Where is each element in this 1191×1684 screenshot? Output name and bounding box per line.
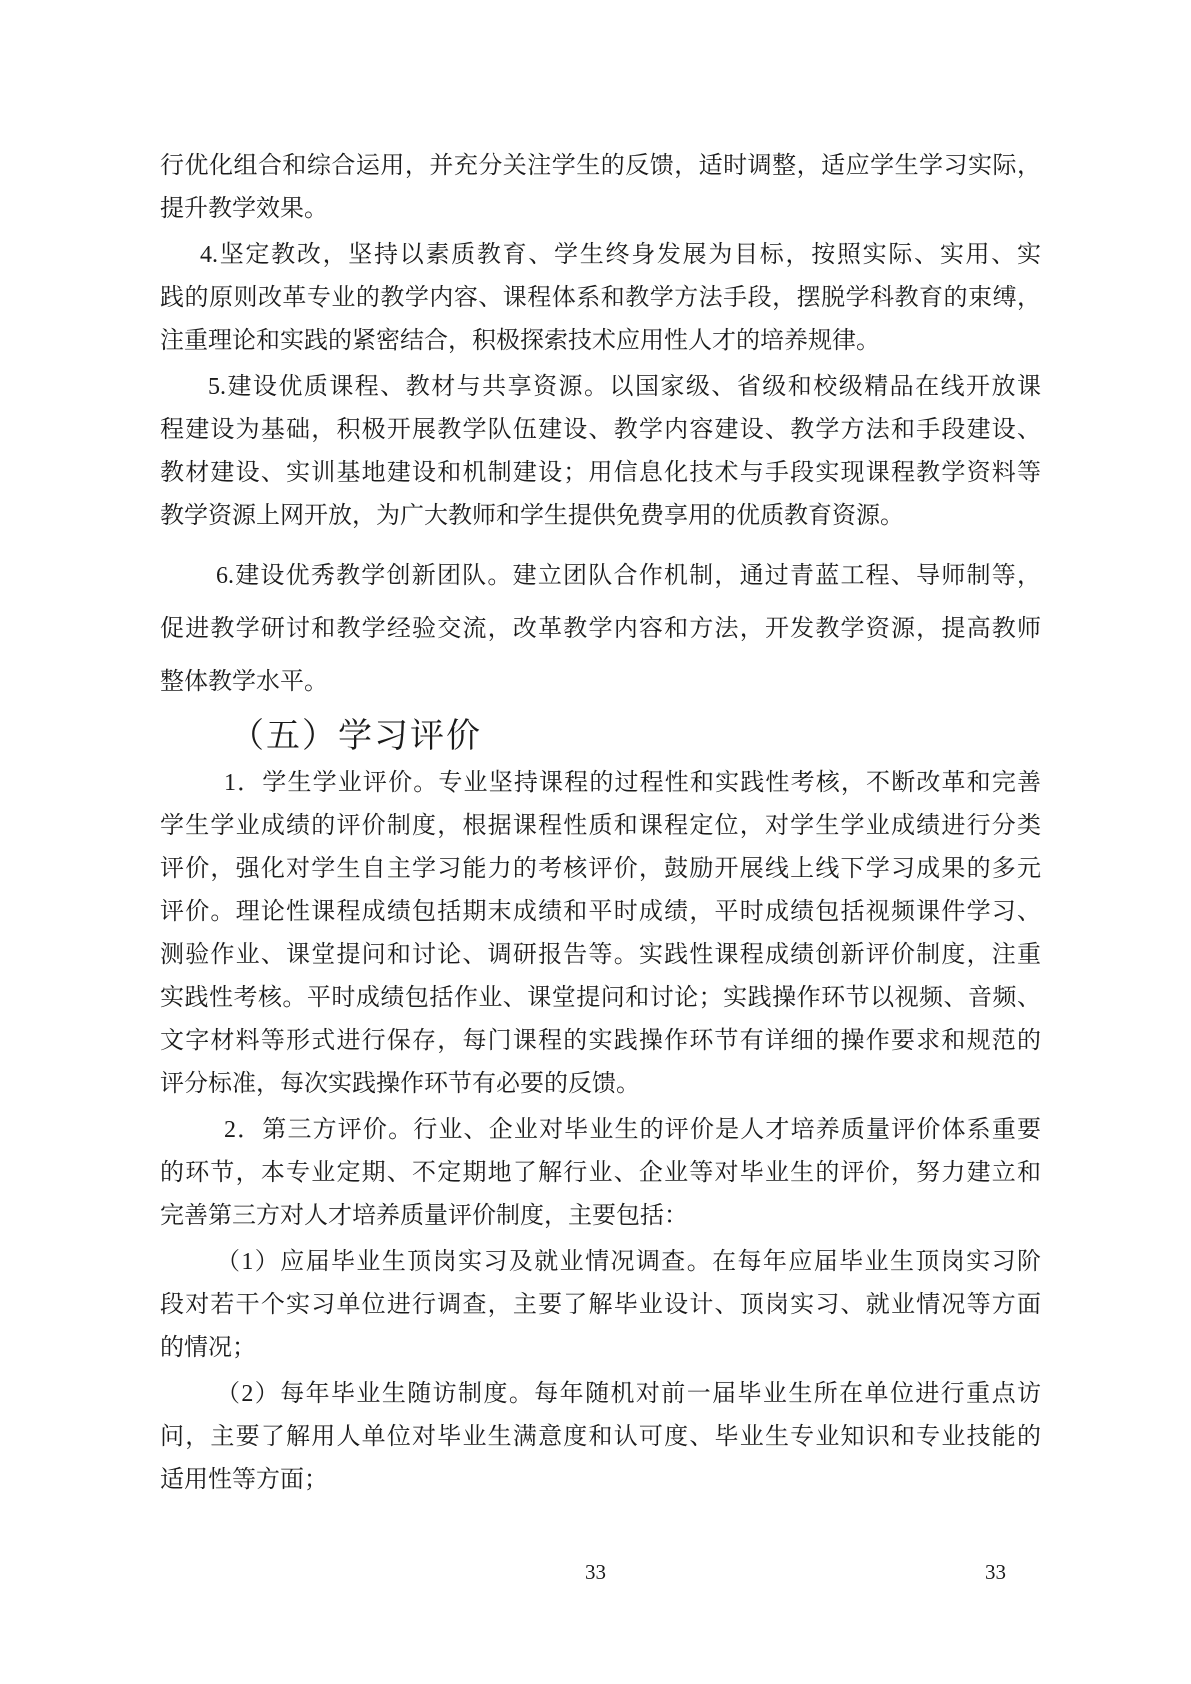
para-continuation: [160, 145, 1041, 231]
text-line: 教材建设、实训基地建设和机制建设；用信息化技术与手段实现课程教学资料等: [160, 460, 1041, 486]
text-line: 2．第三方评价。行业、企业对毕业生的评价是人才培养质量评价体系重要: [224, 1117, 1041, 1143]
text-line: 6.建设优秀教学创新团队。建立团队合作机制，通过青蓝工程、导师制等，: [216, 563, 1041, 589]
page-number-right: 33: [985, 1560, 1006, 1584]
text-line: 行优化组合和综合运用，并充分关注学生的反馈，适时调整，适应学生学习实际，: [160, 153, 1041, 179]
text-line: 教学资源上网开放，为广大教师和学生提供免费享用的优质教育资源。: [160, 503, 904, 529]
para-eval-1: [160, 762, 1041, 1106]
text-line: 适用性等方面；: [160, 1467, 328, 1493]
text-line: 的情况；: [160, 1335, 256, 1361]
document-body: [160, 145, 1041, 1505]
para-item-6: [160, 550, 1041, 709]
para-item-5: [160, 366, 1041, 538]
para-sub-1: [160, 1241, 1041, 1370]
para-sub-2: [160, 1373, 1041, 1502]
para-item-4: [160, 234, 1041, 363]
text-line: 实践性考核。平时成绩包括作业、课堂提问和讨论；实践操作环节以视频、音频、: [160, 985, 1041, 1011]
text-line: 测验作业、课堂提问和讨论、调研报告等。实践性课程成绩创新评价制度，注重: [160, 942, 1041, 968]
para-eval-2: [160, 1109, 1041, 1238]
text-line: 评价。理论性课程成绩包括期末成绩和平时成绩，平时成绩包括视频课件学习、: [160, 899, 1041, 925]
text-line: 完善第三方对人才培养质量评价制度，主要包括：: [160, 1203, 688, 1229]
page-number-center: 33: [585, 1560, 606, 1584]
text-line: 评分标准，每次实践操作环节有必要的反馈。: [160, 1071, 640, 1097]
text-line: 践的原则改革专业的教学内容、课程体系和教学方法手段，摆脱学科教育的束缚，: [160, 285, 1041, 311]
text-line: 评价，强化对学生自主学习能力的考核评价，鼓励开展线上线下学习成果的多元: [160, 856, 1041, 882]
text-line: 文字材料等形式进行保存，每门课程的实践操作环节有详细的操作要求和规范的: [160, 1028, 1041, 1054]
text-line: 程建设为基础，积极开展教学队伍建设、教学内容建设、教学方法和手段建设、: [160, 417, 1041, 443]
text-line: 的环节，本专业定期、不定期地了解行业、企业等对毕业生的评价，努力建立和: [160, 1160, 1041, 1186]
text-line: 注重理论和实践的紧密结合，积极探索技术应用性人才的培养规律。: [160, 328, 880, 354]
text-line: 整体教学水平。: [160, 669, 328, 695]
text-line: 学生学业成绩的评价制度，根据课程性质和课程定位，对学生学业成绩进行分类: [160, 813, 1041, 839]
text-line: 促进教学研讨和教学经验交流，改革教学内容和方法，开发教学资源，提高教师: [160, 616, 1041, 642]
text-line: 段对若干个实习单位进行调查，主要了解毕业设计、顶岗实习、就业情况等方面: [160, 1292, 1041, 1318]
text-line: 5.建设优质课程、教材与共享资源。以国家级、省级和校级精品在线开放课: [208, 374, 1041, 400]
text-line: （1）应届毕业生顶岗实习及就业情况调查。在每年应届毕业生顶岗实习阶: [216, 1249, 1041, 1275]
text-line: 提升教学效果。: [160, 196, 328, 222]
heading-section-5: （五）学习评价: [230, 718, 482, 755]
text-line: 问，主要了解用人单位对毕业生满意度和认可度、毕业生专业知识和专业技能的: [160, 1424, 1041, 1450]
text-line: 4.坚定教改，坚持以素质教育、学生终身发展为目标，按照实际、实用、实: [200, 242, 1041, 268]
text-line: （2）每年毕业生随访制度。每年随机对前一届毕业生所在单位进行重点访: [216, 1381, 1041, 1407]
text-line: 1．学生学业评价。专业坚持课程的过程性和实践性考核，不断改革和完善: [224, 770, 1041, 796]
